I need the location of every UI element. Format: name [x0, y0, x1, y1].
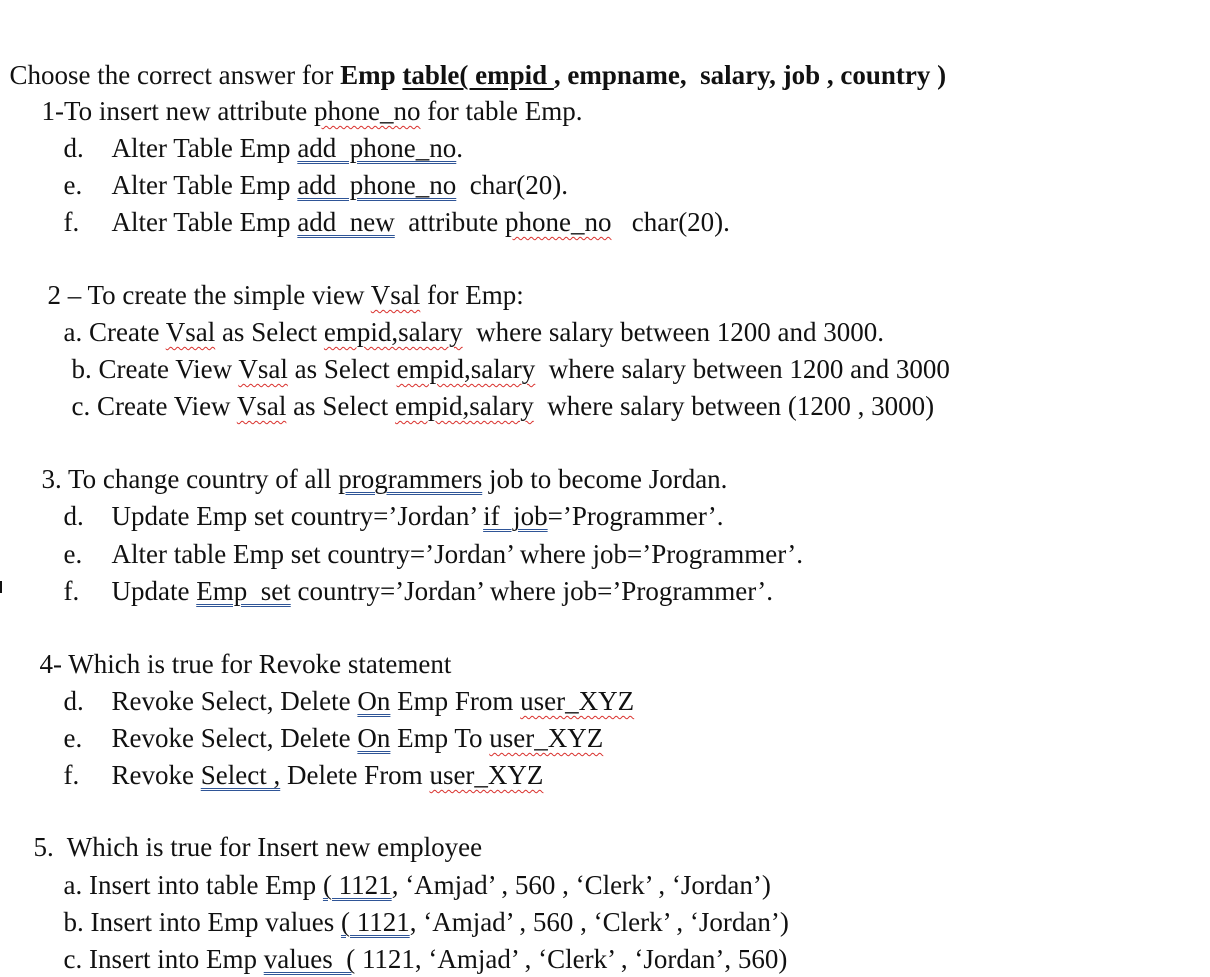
- q1-option-f[interactable]: f. Alter Table Emp add new attribute phone_no char(20).: [50, 168, 730, 204]
- header-columns: , empname, salary, job , country ): [553, 60, 947, 90]
- header-table-word: Emp: [340, 60, 403, 90]
- header-table-empid: table( empid: [402, 60, 554, 90]
- option-label: f.: [63, 760, 80, 790]
- q2-option-c[interactable]: c. Create View Vsal as Select empid,salary where salary between (1200 , 3000): [71, 391, 935, 421]
- q2-prompt: 2 – To create the simple view Vsal for Emp:: [47, 280, 524, 310]
- option-label: e.: [63, 170, 83, 200]
- q5-option-b[interactable]: b. Insert into Emp values ( 1121, ‘Amjad’ , 560 , ‘Clerk’ , ‘Jordan’): [63, 907, 789, 937]
- q4-option-e[interactable]: e. Revoke Select, Delete On Emp To user_XYZ: [50, 684, 603, 720]
- q4-option-f[interactable]: f. Revoke Select , Delete From user_XYZ: [50, 721, 543, 757]
- q5-option-c[interactable]: c. Insert into Emp values ( 1121, ‘Amjad’ , ‘Clerk’ , ‘Jordan’, 560): [63, 944, 788, 974]
- header-lead: Choose the correct answer for: [9, 60, 341, 90]
- option-label: d.: [63, 133, 84, 163]
- option-label: f.: [63, 207, 80, 237]
- q4-prompt: 4- Which is true for Revoke statement: [39, 649, 452, 679]
- option-label: d.: [63, 686, 84, 716]
- q5-option-a[interactable]: a. Insert into table Emp ( 1121, ‘Amjad’ , 560 , ‘Clerk’ , ‘Jordan’): [63, 870, 771, 900]
- q3-prompt: 3. To change country of all programmers job to become Jordan.: [41, 464, 728, 494]
- q1-option-d[interactable]: d. Alter Table Emp add phone_no.: [50, 94, 463, 130]
- q2-option-a[interactable]: a. Create Vsal as Select empid,salary where salary between 1200 and 3000.: [63, 317, 885, 347]
- option-label: f.: [63, 576, 80, 606]
- q5-prompt: 5. Which is true for Insert new employee: [33, 832, 483, 862]
- q3-option-f[interactable]: f. Update Emp set country=’Jordan’ where job=’Programmer’.: [50, 537, 773, 573]
- option-label: d.: [63, 501, 84, 531]
- q3-option-e[interactable]: e. Alter table Emp set country=’Jordan’ where job=’Programmer’.: [50, 500, 803, 536]
- option-label: e.: [63, 723, 83, 753]
- header-line: [0, 21, 947, 90]
- q4-option-d[interactable]: d. Revoke Select, Delete On Emp From user_XYZ: [50, 647, 634, 683]
- margin-mark: [0, 581, 2, 593]
- q3-programmers: programmers: [338, 464, 483, 494]
- option-label: e.: [63, 539, 83, 569]
- q2-vsal: Vsal: [370, 280, 421, 310]
- q2-option-b[interactable]: b. Create View Vsal as Select empid,salary where salary between 1200 and 3000: [71, 354, 950, 384]
- q3-option-d[interactable]: d. Update Emp set country=’Jordan’ if job=’Programmer’.: [50, 462, 724, 498]
- q1-option-e[interactable]: e. Alter Table Emp add phone_no char(20).: [50, 131, 568, 167]
- q1-phone-no: phone_no: [314, 96, 421, 126]
- q1-prompt: 1-To insert new attribute phone_no for table Emp.: [41, 96, 583, 126]
